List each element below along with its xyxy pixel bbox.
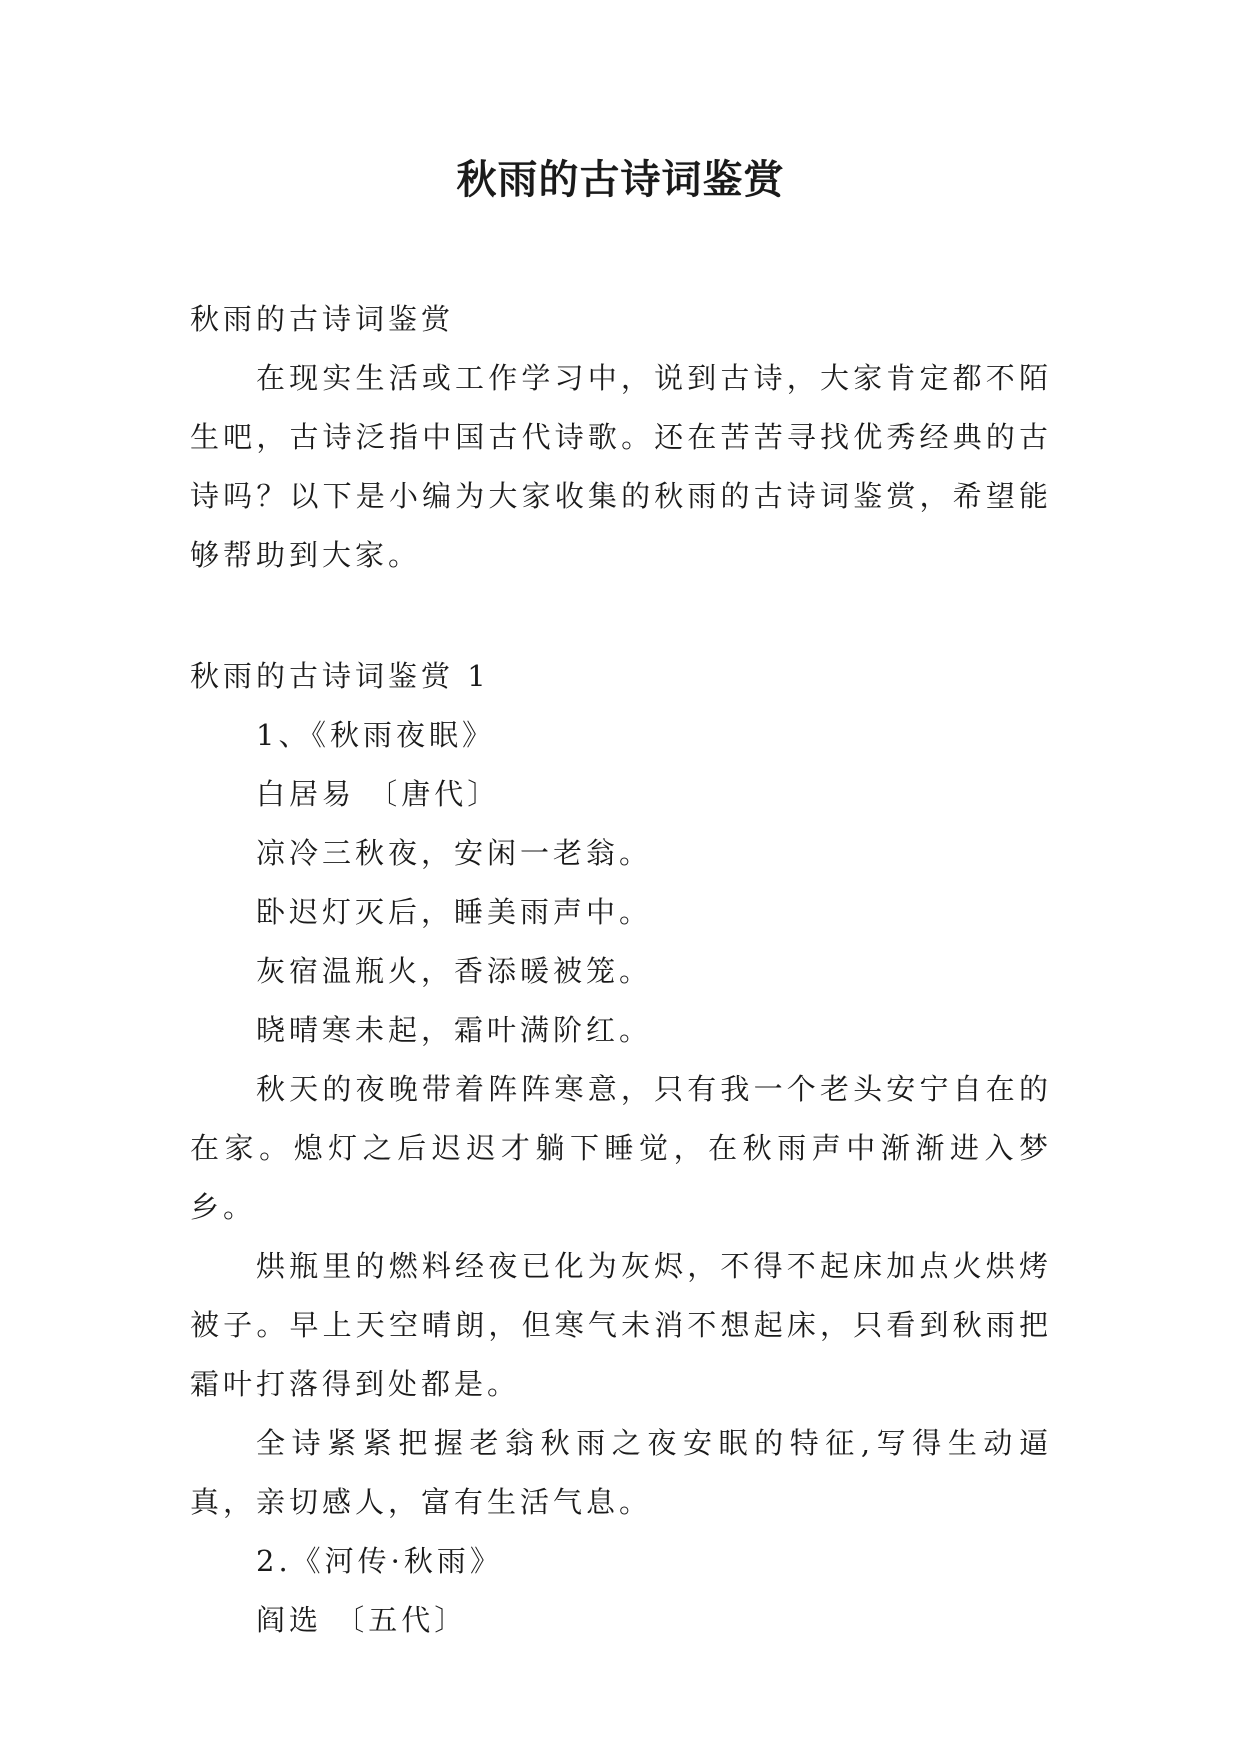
poem-line: 卧迟灯灭后，睡美雨声中。: [256, 895, 653, 929]
poem-title: 1、《秋雨夜眠》: [256, 718, 495, 752]
poem-line: 晓晴寒未起，霜叶满阶红。: [256, 1013, 653, 1047]
poem-author: 阎选 〔五代〕: [256, 1603, 468, 1637]
poem-line: 凉冷三秋夜，安闲一老翁。: [256, 836, 653, 870]
poem-title: 2.《河传·秋雨》: [256, 1544, 503, 1578]
commentary-paragraph: 烘瓶里的燃料经夜已化为灰烬，不得不起床加点火烘烤被子。早上天空晴朗，但寒气未消不想起床，只看到秋雨把霜叶打落得到处都是。: [190, 1249, 1052, 1401]
document-title: 秋雨的古诗词鉴赏: [456, 156, 785, 203]
poem-author: 白居易 〔唐代〕: [256, 777, 501, 811]
poem-line: 灰宿温瓶火，香添暖被笼。: [256, 954, 653, 988]
commentary-paragraph: 全诗紧紧把握老翁秋雨之夜安眠的特征,写得生动逼真，亲切感人，富有生活气息。: [190, 1426, 1052, 1519]
section-heading: 秋雨的古诗词鉴赏: [190, 302, 455, 336]
spacer: [190, 585, 1052, 647]
subsection-heading: 秋雨的古诗词鉴赏 1: [190, 659, 490, 693]
intro-paragraph: 在现实生活或工作学习中，说到古诗，大家肯定都不陌生吧，古诗泛指中国古代诗歌。还在苦苦寻找优秀经典的古诗吗？以下是小编为大家收集的秋雨的古诗词鉴赏，希望能够帮助到大家。: [190, 361, 1052, 572]
document-body: [190, 290, 1052, 1650]
commentary-paragraph: 秋天的夜晚带着阵阵寒意，只有我一个老头安宁自在的在家。熄灯之后迟迟才躺下睡觉，在秋雨声中渐渐进入梦乡。: [190, 1072, 1052, 1224]
